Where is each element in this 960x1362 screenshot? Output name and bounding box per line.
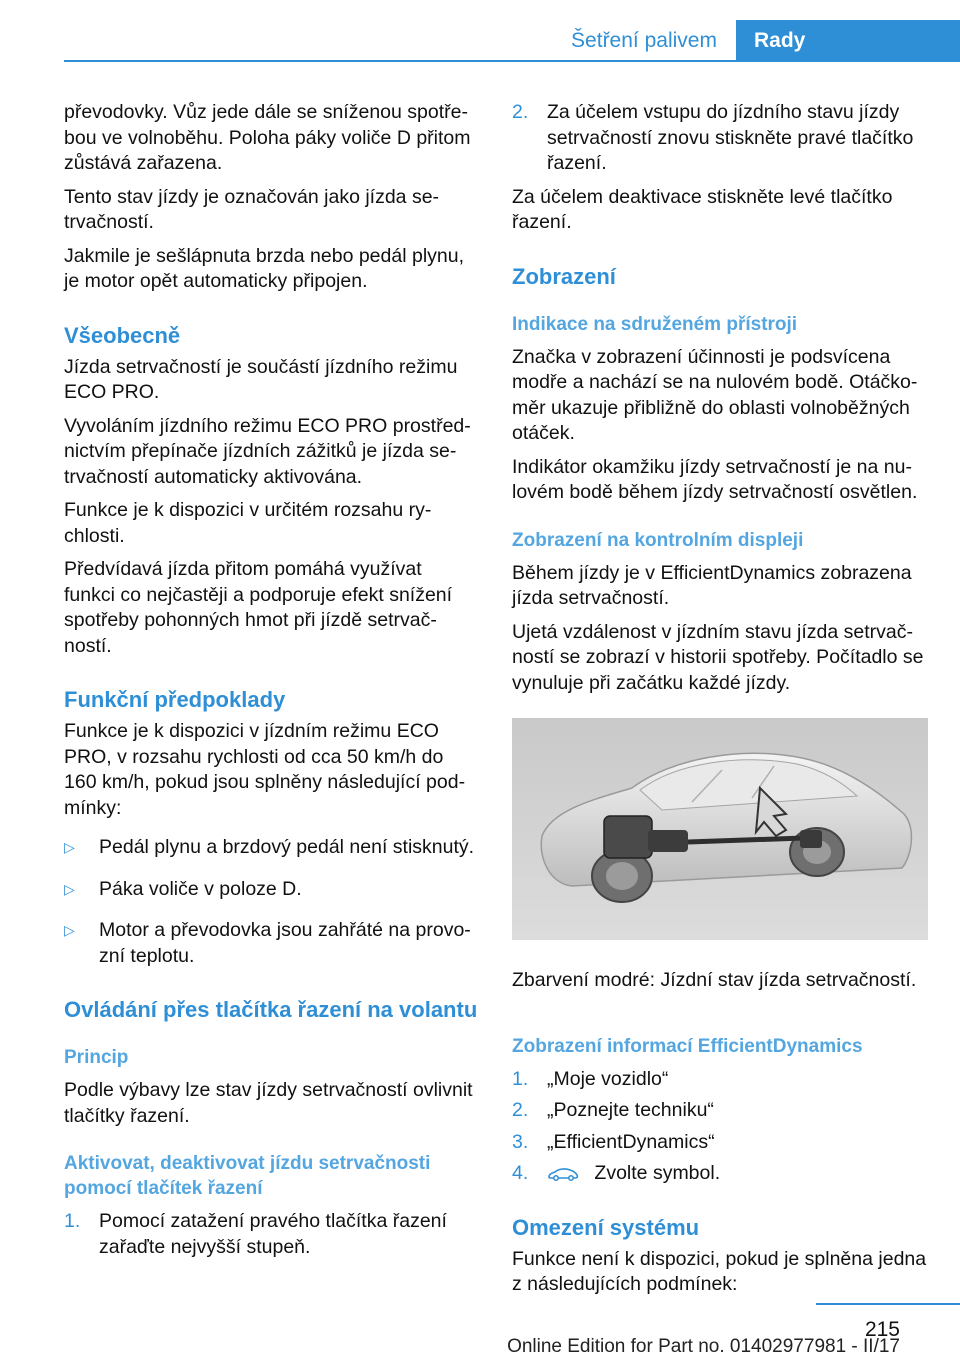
left-column: [64, 100, 478, 1276]
triangle-right-icon: ▷: [64, 922, 75, 938]
step-item: [512, 1098, 928, 1124]
step-text: Za účelem vstupu do jízdního stavu jízdy setrvačností znovu stiskněte pravé tlačítko řazení.: [547, 101, 914, 174]
paragraph: Funkce je k dispozici v určitém rozsahu rychlosti.: [64, 499, 432, 547]
paragraph: Indikátor okamžiku jízdy setrvačností je na nulovém bodě během jízdy setrvačností osvětlen.: [512, 455, 918, 503]
list-item: [64, 877, 478, 903]
car-icon: [547, 1166, 579, 1182]
list-item-text: Motor a převodovka jsou zahřáté na provozní teplotu.: [99, 919, 471, 967]
list-item: [64, 835, 478, 861]
heading-paddles: Ovládání přes tlačítka řazení na volantu: [64, 997, 478, 1022]
step-text: Pomocí zatažení pravého tlačítka řazení zařaďte nejvyšší stupeň.: [99, 1210, 447, 1258]
step-item: [512, 100, 928, 177]
paragraph: Funkce není k dispozici, pokud je splněna jedna z následujících podmínek:: [512, 1247, 927, 1295]
prerequisite-list: [64, 835, 478, 969]
heading-limits: Omezení systému: [512, 1214, 700, 1240]
step-text: „Moje vozidlo“: [547, 1067, 669, 1090]
page-number: 215: [864, 1318, 900, 1341]
header-section-title: Šetření palivem: [571, 29, 717, 52]
paragraph: Jakmile je sešlápnuta brzda nebo pedál plynu, je motor opět automaticky připojen.: [64, 244, 465, 292]
paragraph: Ujetá vzdálenost v jízdním stavu jízda setrvačností se zobrazí v historii spotřeby. Počítadlo se vynuluje při začátku každé jízdy.: [512, 620, 924, 694]
triangle-right-icon: ▷: [64, 839, 75, 855]
step-number: 1.: [512, 1067, 529, 1090]
step-item: [64, 1209, 478, 1260]
image-caption: Zbarvení modré: Jízdní stav jízda setrvačností.: [512, 969, 917, 991]
step-item: [512, 1067, 928, 1093]
header-chapter-tab: Rady: [736, 20, 960, 62]
paragraph: Během jízdy je v EfficientDynamics zobrazena jízda setrvačností.: [512, 561, 912, 609]
paragraph: Funkce je k dispozici v jízdním režimu ECO PRO, v rozsahu rychlosti od cca 50 km/h do 160 km/h, pokud jsou splněny následující podmínky:: [64, 720, 466, 819]
heading-general: Všeobecně: [64, 322, 181, 348]
paragraph: Podle výbavy lze stav jízdy setrvačností ovlivnit tlačítky řazení.: [64, 1079, 473, 1127]
paragraph: Tento stav jízdy je označován jako jízda setrvačností.: [64, 185, 440, 233]
footer-edition: Online Edition for Part no. 01402977981 - II/17: [507, 1336, 900, 1357]
paragraph: Předvídavá jízda přitom pomáhá využívat funkci co nejčastěji a podporuje efekt snížení spotřeby pohonných hmot při jízdě setrvačností.: [64, 558, 453, 657]
subheading-activate: Aktivovat, deaktivovat jízdu setrvačnosti pomocí tlačítek řazení: [64, 1153, 431, 1199]
list-item-text: Páka voliče v poloze D.: [99, 877, 302, 900]
triangle-right-icon: ▷: [64, 880, 75, 897]
step-item: [512, 1161, 928, 1187]
car-drivetrain-image: [512, 718, 928, 940]
footer-rule: [816, 1303, 960, 1305]
subheading-cluster: Indikace na sdruženém přístroji: [512, 313, 798, 335]
right-column: [512, 100, 928, 1306]
heading-display: Zobrazení: [512, 263, 616, 289]
heading-prerequisites: Funkční předpoklady: [64, 687, 286, 712]
step-item: [512, 1130, 928, 1156]
subheading-control-display: Zobrazení na kontrolním displeji: [512, 529, 804, 551]
list-item-text: Pedál plynu a brzdový pedál není stisknutý.: [99, 836, 475, 858]
list-item: [64, 918, 478, 969]
subheading-info: Zobrazení informací EfficientDynamics: [512, 1035, 863, 1057]
step-number: 2.: [512, 1099, 529, 1121]
step-number: 4.: [512, 1162, 529, 1184]
subheading-principle: Princip: [64, 1047, 129, 1068]
paragraph: Za účelem deaktivace stiskněte levé tlačítko řazení.: [512, 185, 893, 233]
step-number: 3.: [512, 1130, 529, 1153]
step-number: 2.: [512, 101, 529, 123]
paragraph: převodovky. Vůz jede dále se sníženou spotřebou ve volnoběhu. Poloha páky voliče D přitom zůstává zařazena.: [64, 101, 471, 174]
paragraph: Vyvoláním jízdního režimu ECO PRO prostřednictvím přepínače jízdních zážitků je jízda setrvačností automaticky aktivována.: [64, 414, 471, 488]
step-text: „Poznejte techniku“: [547, 1099, 714, 1121]
step-text: Zvolte symbol.: [594, 1162, 721, 1184]
paragraph: Značka v zobrazení účinnosti je podsvícena modře a nachází se na nulovém bodě. Otáčkoměr ukazuje přibližně do oblasti volnoběžných otáček.: [512, 345, 918, 444]
step-text: „EfficientDynamics“: [547, 1130, 715, 1153]
step-number: 1.: [64, 1210, 81, 1232]
paragraph: Jízda setrvačností je součástí jízdního režimu ECO PRO.: [64, 355, 458, 403]
